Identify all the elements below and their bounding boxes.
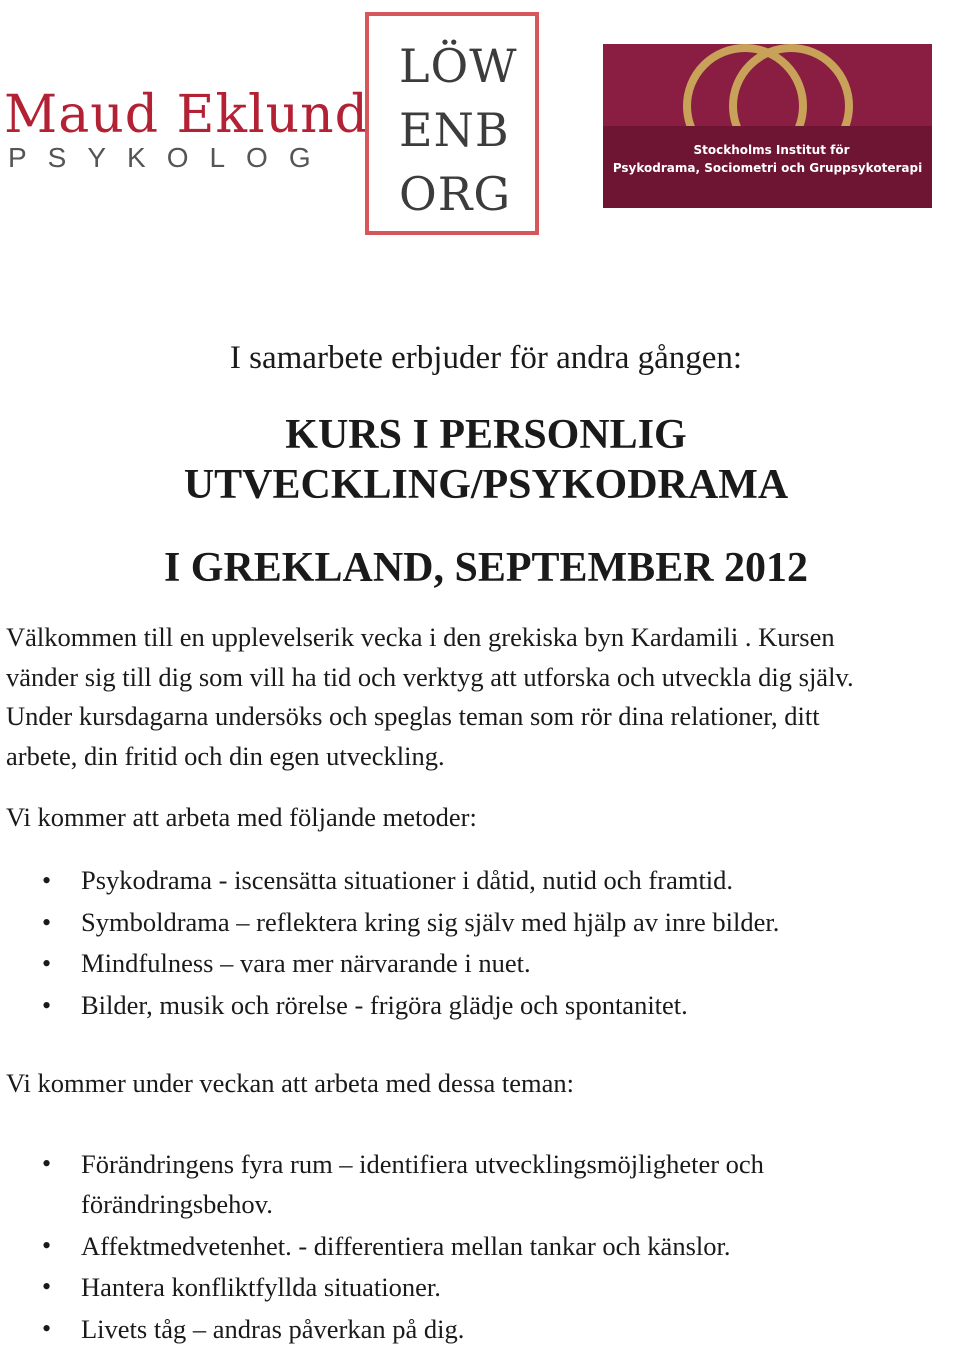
logo-lowenborg-line: ORG [399,167,512,221]
list-item: • Bilder, musik och rörelse - frigöra glädje och spontanitet. [0,985,940,1027]
intro-text: I samarbete erbjuder för andra gången: [229,340,743,376]
logo-lowenborg [365,12,539,235]
list-item: • Förändringens fyra rum – identifiera utvecklingsmöjligheter och förändringsbehov. [0,1144,940,1224]
paragraph-line: vänder sig till dig som vill ha tid och verktyg att utforska och utveckla dig själv. [6,661,854,692]
list-item: • Mindfulness – vara mer närvarande i nuet. [0,943,940,985]
paragraph-line: Under kursdagarna undersöks och speglas teman som rör dina relationer, ditt [6,701,820,731]
themes-lead: Vi kommer under veckan att arbeta med dessa teman: [6,1068,574,1098]
bullet-icon: • [42,866,52,895]
course-title-line2: UTVECKLING/PSYKODRAMA [183,462,789,508]
paragraph-line: Välkommen till en upplevelserik vecka i den grekiska byn Kardamili . Kursen [6,622,835,652]
methods-lead: Vi kommer att arbeta med följande metoder: [6,802,477,832]
themes-list [0,1144,940,1350]
logo-maud-name: Maud Eklund [4,85,369,145]
logo-lowenborg-line: LÖW [399,39,518,93]
list-item: • Livets tåg – andras påverkan på dig. [0,1309,940,1349]
course-title-line1: KURS I PERSONLIG [285,412,687,458]
logo-sip-line2: Psykodrama, Sociometri och Gruppsykoterapi [612,161,923,175]
list-item: • Symboldrama – reflektera kring sig själv med hjälp av inre bilder. [0,902,940,944]
list-item: • Psykodrama - iscensätta situationer i dåtid, nutid och framtid. [0,860,940,902]
bullet-icon: • [42,949,52,978]
bullet-icon: • [42,1149,52,1178]
logo-stockholms-institut [603,44,932,208]
list-item: • Hantera konfliktfyllda situationer. [0,1267,940,1307]
course-title [0,410,960,510]
logo-lowenborg-line: ENB [399,103,510,157]
list-item: • Affektmedvetenhet. - differentiera mellan tankar och känslor. [0,1226,940,1266]
description-paragraph [6,618,956,776]
logo-maud-eklund [4,85,369,174]
rings-emblem-icon [603,44,932,208]
bullet-icon: • [42,990,52,1020]
bullet-icon: • [42,1230,52,1260]
logo-maud-subtitle: PSYKOLOG [8,142,332,173]
paragraph-line: arbete, din fritid och din egen utveckling. [6,740,445,771]
bullet-icon: • [42,907,52,937]
course-subtitle: I GREKLAND, SEPTEMBER 2012 [163,545,809,591]
bullet-icon: • [42,1272,52,1301]
logo-sip-line1: Stockholms Institut för [693,143,850,157]
methods-list [0,860,940,1026]
bullet-icon: • [42,1313,52,1343]
